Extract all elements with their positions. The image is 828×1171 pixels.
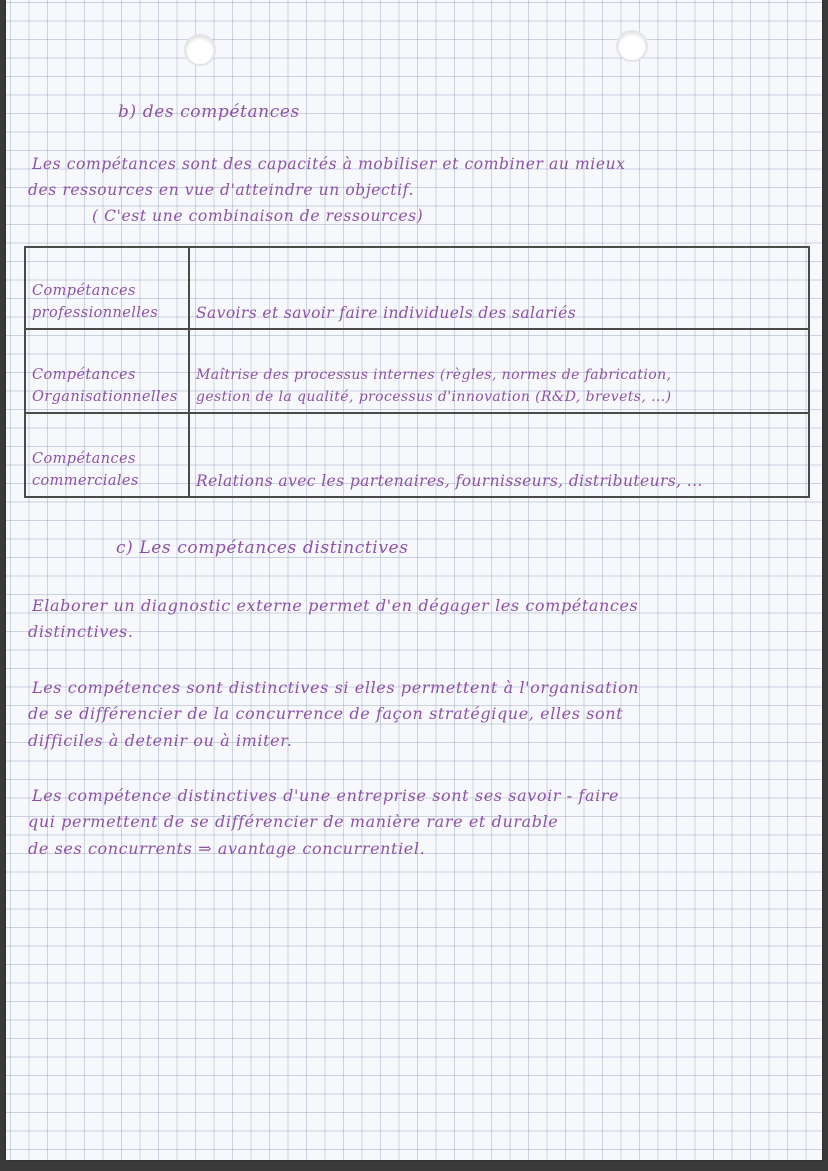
section-c-heading: c) Les compétances distinctives [116,538,409,558]
desc-text: Relations avec les partenaires, fournisseurs, distributeurs, ... [196,472,703,490]
definition-line-3: ( C'est une combinaison de ressources) [92,207,424,225]
table-desc-cell [189,247,809,329]
table-row [25,247,809,329]
para2-line-1: Les compétences sont distinctives si elles permettent à l'organisation [32,678,640,697]
table-row [25,413,809,497]
definition-line-2: des ressources en vue d'atteindre un objectif. [28,181,414,199]
label-line-2: commerciales [32,473,139,489]
competences-table [24,246,810,498]
table-desc-cell [189,329,809,413]
para2-line-2: de se différencier de la concurrence de façon stratégique, elles sont [28,704,624,723]
table-row [25,329,809,413]
table-label-cell [25,329,189,413]
punch-hole-left [184,34,216,66]
punch-hole-right [616,30,648,62]
table-desc-cell [189,413,809,497]
desc-text: Savoirs et savoir faire individuels des salariés [196,304,577,322]
table-label-cell [25,247,189,329]
label-line-2: Organisationnelles [32,389,178,405]
desc-line-1: Maîtrise des processus internes (règles, normes de fabrication, [196,367,672,383]
table-label-cell [25,413,189,497]
para3-line-2: qui permettent de se différencier de manière rare et durable [28,812,559,831]
para1-line-2: distinctives. [28,622,134,641]
label-line-2: professionnelles [32,305,159,321]
label-line-1: Compétances [32,451,136,467]
desc-line-2: gestion de la qualité, processus d'innovation (R&D, brevets, ...) [196,389,672,405]
label-line-1: Compétances [32,367,136,383]
label-line-1: Compétances [32,283,136,299]
para3-line-1: Les compétence distinctives d'une entreprise sont ses savoir - faire [32,786,620,805]
para3-line-3: de ses concurrents ⇒ avantage concurrentiel. [28,839,426,858]
para2-line-3: difficiles à detenir ou à imiter. [28,731,293,750]
definition-line-1: Les compétances sont des capacités à mobiliser et combiner au mieux [32,155,626,173]
para1-line-1: Elaborer un diagnostic externe permet d'en dégager les compétances [32,596,639,615]
section-b-heading: b) des compétances [118,102,300,122]
